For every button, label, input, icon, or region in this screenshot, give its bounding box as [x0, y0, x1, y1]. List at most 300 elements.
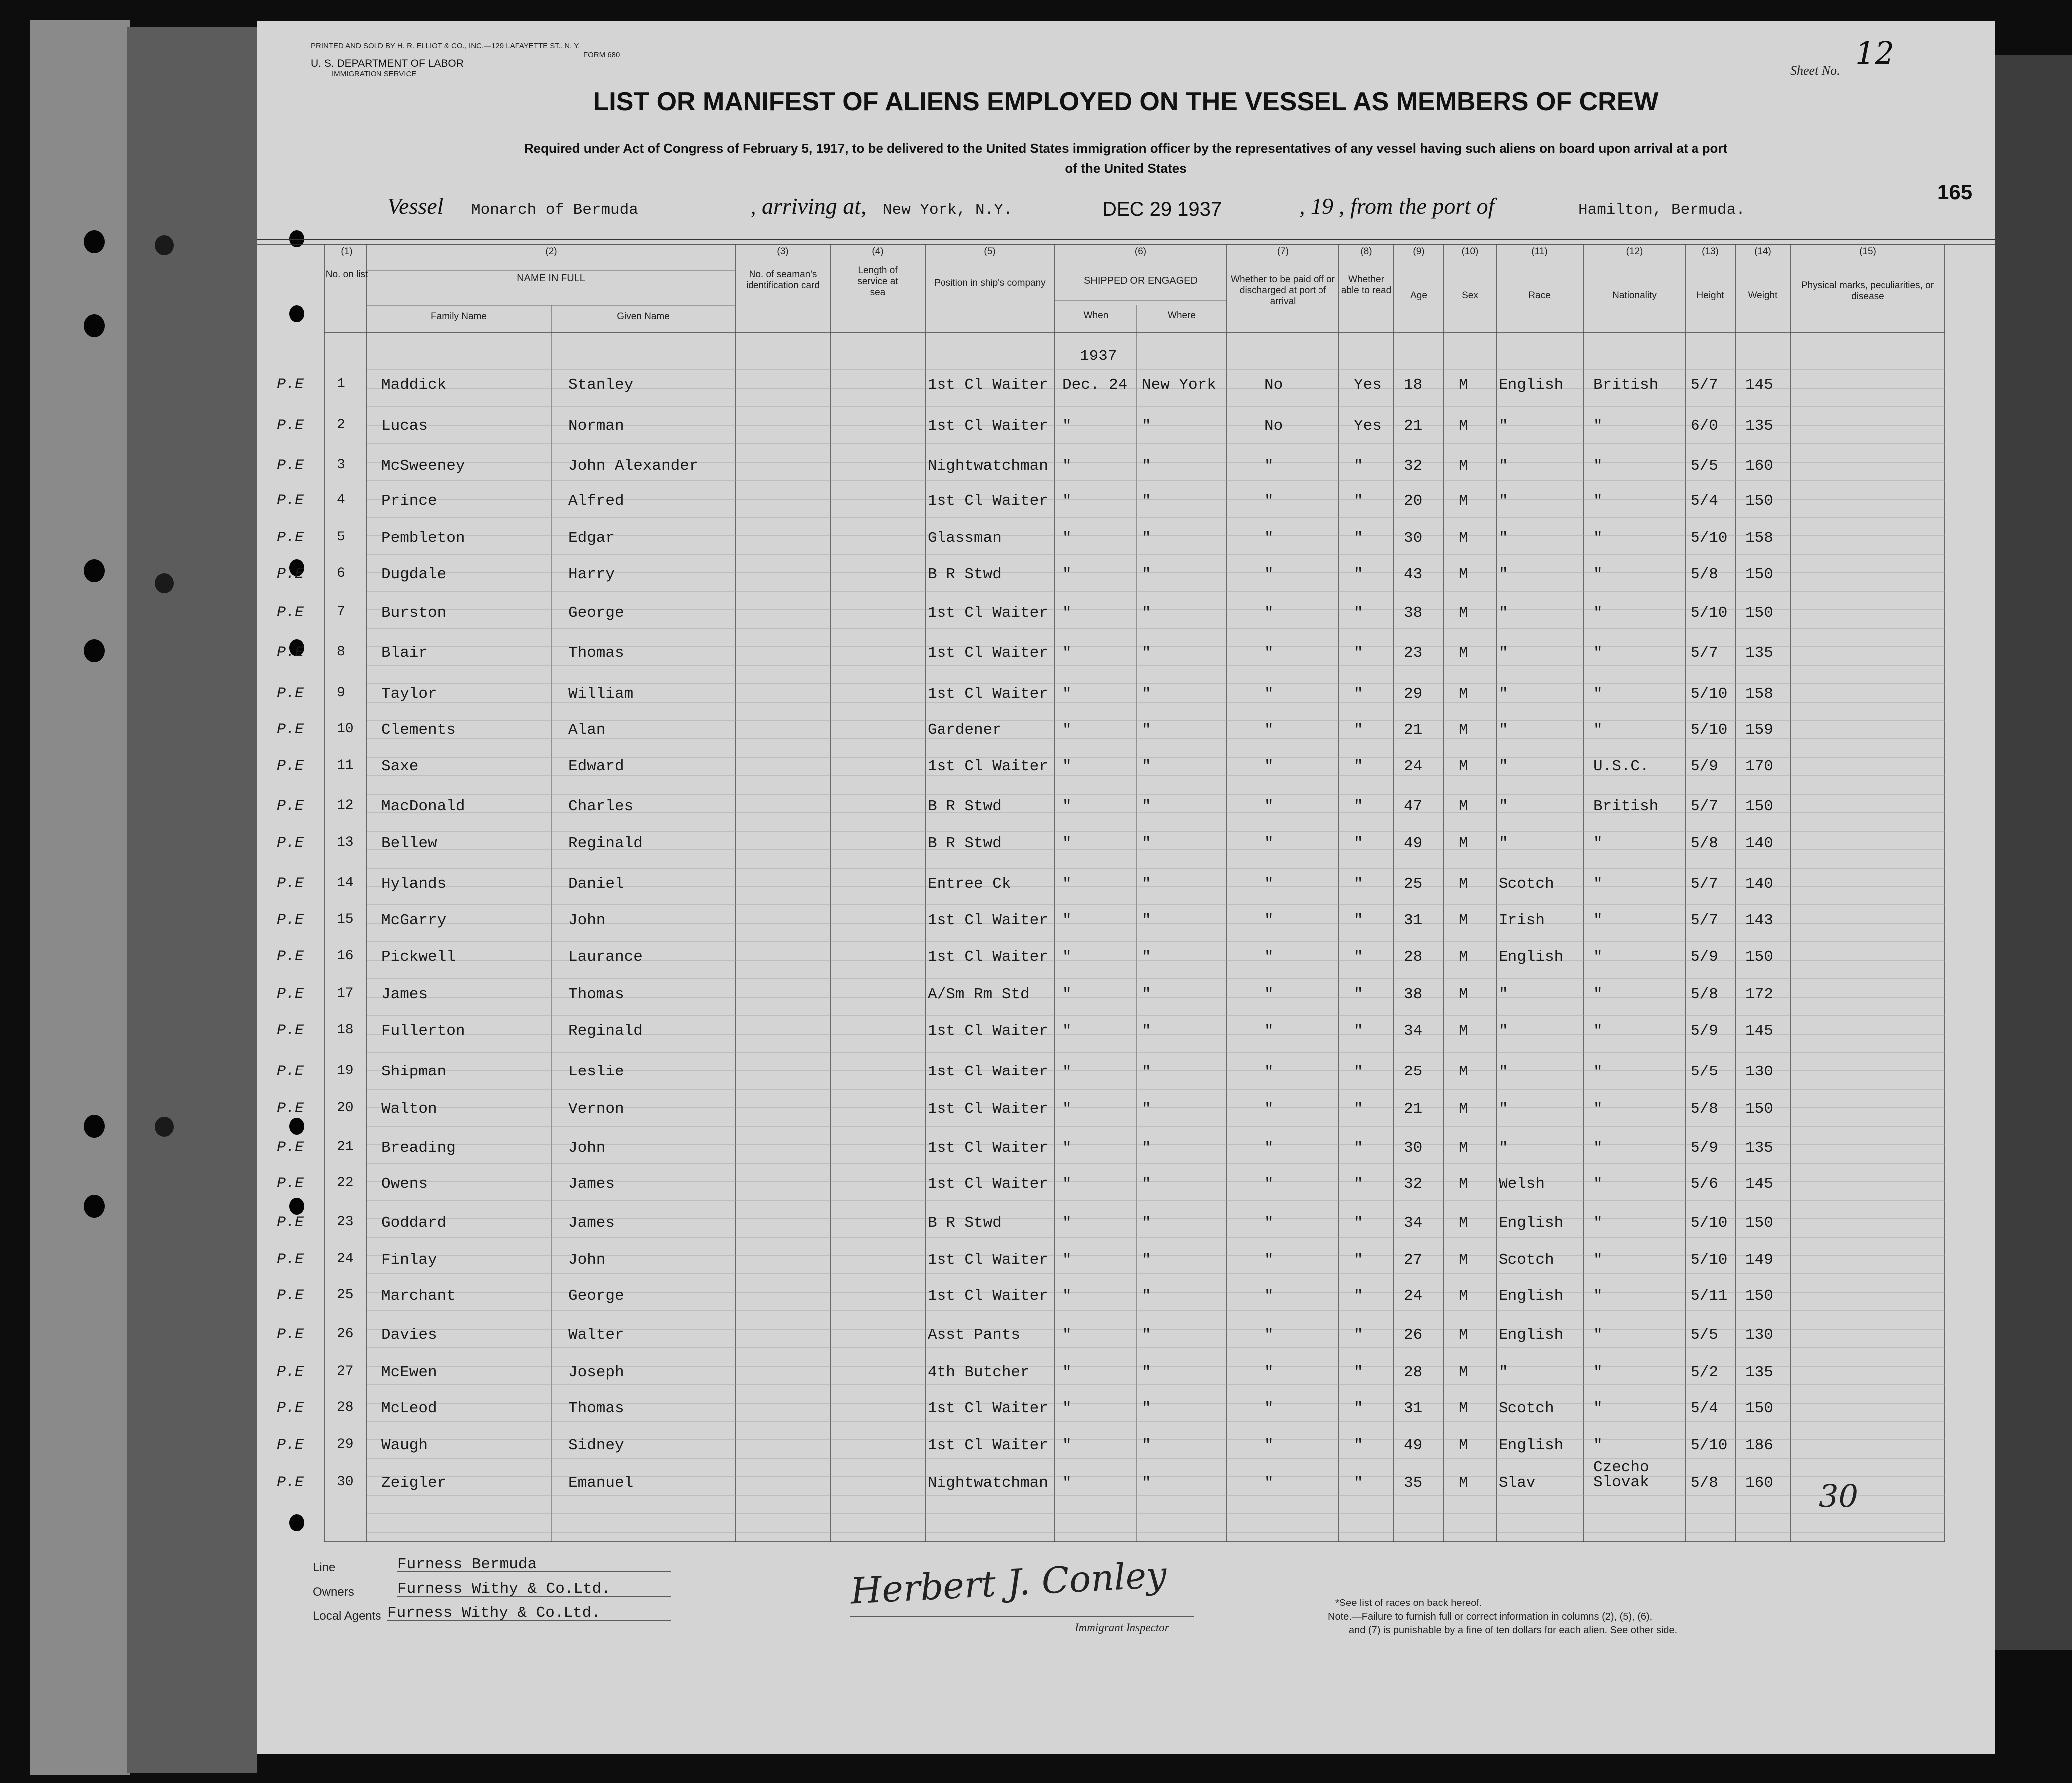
shipped-when: ": [1062, 798, 1072, 815]
race: English: [1499, 1437, 1564, 1454]
weight: 140: [1745, 875, 1773, 892]
shipped-where: ": [1142, 1063, 1151, 1080]
sheet-number: 12: [1855, 35, 1894, 71]
given-name: James: [568, 1175, 615, 1193]
given-name: Leslie: [568, 1063, 624, 1080]
given-name: Alan: [568, 721, 606, 739]
family-name: Zeigler: [381, 1474, 447, 1492]
shipped-where: ": [1142, 1400, 1151, 1417]
position: 1st Cl Waiter: [928, 1287, 1048, 1305]
family-name: Finlay: [381, 1251, 437, 1269]
nationality: ": [1593, 1139, 1603, 1157]
position: 1st Cl Waiter: [928, 685, 1048, 703]
position: 4th Butcher: [928, 1364, 1030, 1381]
height: 5/9: [1691, 758, 1718, 775]
given-name: Thomas: [568, 1400, 624, 1417]
paid-off: ": [1264, 1063, 1274, 1080]
race: Scotch: [1499, 1251, 1554, 1269]
col10-number: (10): [1461, 246, 1479, 257]
shipped-when: ": [1062, 417, 1072, 435]
position: A/Sm Rm Std: [928, 986, 1030, 1003]
pe-mark: P.E: [277, 912, 304, 929]
col7-header: Whether to be paid off or discharged at port of arrival: [1231, 274, 1335, 307]
row-number: 20: [337, 1100, 354, 1116]
weight: 130: [1745, 1326, 1773, 1344]
height: 5/8: [1691, 835, 1718, 852]
pe-mark: P.E: [277, 1100, 304, 1117]
shipped-when: ": [1062, 1139, 1072, 1157]
position: 1st Cl Waiter: [928, 492, 1048, 510]
family-name: Pickwell: [381, 948, 456, 966]
nationality: ": [1593, 912, 1603, 929]
shipped-where: ": [1142, 685, 1151, 703]
col2a-header: Family Name: [431, 311, 487, 322]
inspector-signature: Herbert J. Conley: [849, 1553, 1168, 1612]
given-name: Edward: [568, 758, 624, 775]
paid-off: ": [1264, 1326, 1274, 1344]
age: 35: [1404, 1474, 1423, 1492]
weight: 145: [1745, 1175, 1773, 1193]
weight: 135: [1745, 1139, 1773, 1157]
age: 18: [1404, 376, 1423, 394]
age: 49: [1404, 1437, 1423, 1454]
able-to-read: Yes: [1354, 376, 1382, 394]
sex: M: [1459, 721, 1468, 739]
position: Glassman: [928, 530, 1002, 547]
col4-header: Length of service at sea: [857, 265, 898, 298]
penalty-note-line1: Note.—Failure to furnish full or correct information in columns (2), (5), (6),: [1328, 1611, 1653, 1622]
shipped-where: ": [1142, 798, 1151, 815]
able-to-read: ": [1354, 1063, 1363, 1080]
race: ": [1499, 604, 1508, 622]
row-number: 21: [337, 1139, 354, 1155]
nationality: ": [1593, 457, 1603, 475]
shipped-when: ": [1062, 948, 1072, 966]
binder-hole: [84, 1195, 105, 1218]
page-number: 165: [1937, 180, 1973, 204]
race: Scotch: [1499, 1400, 1554, 1417]
race: English: [1499, 948, 1564, 966]
sex: M: [1459, 798, 1468, 815]
height: 5/8: [1691, 1474, 1718, 1492]
weight: 150: [1745, 1287, 1773, 1305]
sex: M: [1459, 986, 1468, 1003]
paid-off: ": [1264, 1287, 1274, 1305]
shipped-when: ": [1062, 835, 1072, 852]
row-number: 22: [337, 1175, 354, 1191]
family-name: Prince: [381, 492, 437, 510]
family-name: Breading: [381, 1139, 456, 1157]
age: 21: [1404, 417, 1423, 435]
binder-hole: [155, 235, 174, 255]
col8-number: (8): [1360, 246, 1372, 257]
form-number: FORM 680: [583, 51, 620, 59]
sex: M: [1459, 457, 1468, 475]
shipped-when: ": [1062, 721, 1072, 739]
given-name: Laurance: [568, 948, 643, 966]
nationality: ": [1593, 492, 1603, 510]
able-to-read: ": [1354, 758, 1363, 775]
nationality: ": [1593, 835, 1603, 852]
shipped-where: ": [1142, 417, 1151, 435]
col2-header: NAME IN FULL: [517, 273, 585, 284]
position: Asst Pants: [928, 1326, 1021, 1344]
shipped-when: ": [1062, 492, 1072, 510]
paid-off: ": [1264, 798, 1274, 815]
pe-mark: P.E: [277, 492, 304, 509]
height: 5/10: [1691, 1214, 1728, 1232]
age: 29: [1404, 685, 1423, 703]
paid-off: ": [1264, 1139, 1274, 1157]
paid-off: ": [1264, 644, 1274, 662]
family-name: Bellew: [381, 835, 437, 852]
given-name: Vernon: [568, 1100, 624, 1118]
paid-off: ": [1264, 1437, 1274, 1454]
col6b-header: Where: [1168, 310, 1196, 321]
shipped-when: ": [1062, 1100, 1072, 1118]
col11-number: (11): [1531, 246, 1548, 257]
sex: M: [1459, 644, 1468, 662]
family-name: McSweeney: [381, 457, 465, 475]
family-name: Burston: [381, 604, 447, 622]
binder-hole: [84, 1115, 105, 1138]
height: 5/10: [1691, 604, 1728, 622]
given-name: Harry: [568, 566, 615, 583]
given-name: John: [568, 1139, 606, 1157]
sex: M: [1459, 1326, 1468, 1344]
able-to-read: ": [1354, 1326, 1363, 1344]
shipped-where: ": [1142, 1251, 1151, 1269]
pe-mark: P.E: [277, 1364, 304, 1381]
race: English: [1499, 376, 1564, 394]
date-stamp: DEC 29 1937: [1102, 198, 1222, 220]
age: 34: [1404, 1214, 1423, 1232]
position: 1st Cl Waiter: [928, 758, 1048, 775]
weight: 150: [1745, 798, 1773, 815]
able-to-read: ": [1354, 948, 1363, 966]
able-to-read: ": [1354, 1437, 1363, 1454]
weight: 160: [1745, 1474, 1773, 1492]
shipped-when: Dec. 24: [1062, 376, 1128, 394]
race: ": [1499, 685, 1508, 703]
col3-number: (3): [777, 246, 789, 257]
family-name: Marchant: [381, 1287, 456, 1305]
position: 1st Cl Waiter: [928, 912, 1048, 929]
department: U. S. DEPARTMENT OF LABOR: [311, 58, 464, 69]
shipped-where: ": [1142, 1139, 1151, 1157]
paid-off: ": [1264, 912, 1274, 929]
given-name: James: [568, 1214, 615, 1232]
paid-off: ": [1264, 986, 1274, 1003]
race: ": [1499, 417, 1508, 435]
year-note: 1937: [1080, 348, 1117, 365]
binder-hole: [155, 573, 174, 593]
col1-header: No. on list: [325, 269, 368, 280]
shipped-when: ": [1062, 1474, 1072, 1492]
height: 5/10: [1691, 530, 1728, 547]
position: Gardener: [928, 721, 1002, 739]
col9-number: (9): [1413, 246, 1425, 257]
age: 31: [1404, 912, 1423, 929]
height: 5/5: [1691, 457, 1718, 475]
manifest-page: [257, 21, 1995, 1754]
family-name: McEwen: [381, 1364, 437, 1381]
family-name: Fullerton: [381, 1022, 465, 1040]
page-title: LIST OR MANIFEST OF ALIENS EMPLOYED ON THE VESSEL AS MEMBERS OF CREW: [593, 87, 1659, 116]
sheet-label: Sheet No.: [1790, 63, 1840, 78]
given-name: George: [568, 1287, 624, 1305]
nationality: ": [1593, 1175, 1603, 1193]
sex: M: [1459, 758, 1468, 775]
age: 43: [1404, 566, 1423, 583]
col5-header: Position in ship's company: [934, 278, 1046, 288]
able-to-read: ": [1354, 530, 1363, 547]
family-name: Blair: [381, 644, 428, 662]
shipped-where: New York: [1142, 376, 1216, 394]
age: 34: [1404, 1022, 1423, 1040]
weight: 130: [1745, 1063, 1773, 1080]
col2b-header: Given Name: [617, 311, 670, 322]
able-to-read: ": [1354, 1100, 1363, 1118]
pe-mark: P.E: [277, 1400, 304, 1417]
height: 5/9: [1691, 1139, 1718, 1157]
pe-mark: P.E: [277, 1251, 304, 1268]
shipped-where: ": [1142, 875, 1151, 892]
shipped-when: ": [1062, 566, 1072, 583]
height: 5/7: [1691, 644, 1718, 662]
race: English: [1499, 1287, 1564, 1305]
shipped-when: ": [1062, 457, 1072, 475]
sex: M: [1459, 1287, 1468, 1305]
age: 27: [1404, 1251, 1423, 1269]
sex: M: [1459, 948, 1468, 966]
pe-mark: P.E: [277, 417, 304, 434]
able-to-read: ": [1354, 644, 1363, 662]
able-to-read: ": [1354, 492, 1363, 510]
age: 26: [1404, 1326, 1423, 1344]
row-number: 13: [337, 835, 354, 850]
arriving-port: New York, N.Y.: [883, 201, 1013, 219]
able-to-read: ": [1354, 457, 1363, 475]
age: 30: [1404, 530, 1423, 547]
nationality: ": [1593, 1400, 1603, 1417]
family-name: Saxe: [381, 758, 419, 775]
able-to-read: ": [1354, 835, 1363, 852]
family-name: Walton: [381, 1100, 437, 1118]
pe-mark: P.E: [277, 457, 304, 474]
shipped-where: ": [1142, 1474, 1151, 1492]
footer-rules: [257, 21, 1995, 1754]
col6a-header: When: [1083, 310, 1109, 321]
sex: M: [1459, 417, 1468, 435]
sex: M: [1459, 835, 1468, 852]
race: ": [1499, 1100, 1508, 1118]
position: Entree Ck: [928, 875, 1011, 892]
race: ": [1499, 721, 1508, 739]
weight: 150: [1745, 1214, 1773, 1232]
position: 1st Cl Waiter: [928, 644, 1048, 662]
position: 1st Cl Waiter: [928, 417, 1048, 435]
pe-mark: P.E: [277, 685, 304, 702]
race: ": [1499, 1063, 1508, 1080]
weight: 150: [1745, 1100, 1773, 1118]
weight: 145: [1745, 1022, 1773, 1040]
paid-off: ": [1264, 492, 1274, 510]
family-name: Owens: [381, 1175, 428, 1193]
shipped-when: ": [1062, 530, 1072, 547]
height: 5/10: [1691, 721, 1728, 739]
able-to-read: ": [1354, 875, 1363, 892]
row-number: 8: [337, 644, 345, 660]
family-name: McLeod: [381, 1400, 437, 1417]
shipped-when: ": [1062, 604, 1072, 622]
given-name: John: [568, 912, 606, 929]
age: 24: [1404, 1287, 1423, 1305]
height: 5/7: [1691, 798, 1718, 815]
height: 5/4: [1691, 492, 1718, 510]
col13-header: Height: [1696, 290, 1724, 301]
weight: 159: [1745, 721, 1773, 739]
pe-mark: P.E: [277, 644, 304, 661]
row-number: 26: [337, 1326, 354, 1342]
row-number: 10: [337, 721, 354, 737]
able-to-read: ": [1354, 1175, 1363, 1193]
pe-mark: P.E: [277, 1474, 304, 1491]
shipped-where: ": [1142, 986, 1151, 1003]
nationality: ": [1593, 1100, 1603, 1118]
row-number: 3: [337, 457, 345, 473]
weight: 145: [1745, 376, 1773, 394]
race: English: [1499, 1326, 1564, 1344]
row-number: 28: [337, 1400, 354, 1415]
weight: 170: [1745, 758, 1773, 775]
position: Nightwatchman: [928, 1474, 1048, 1492]
sex: M: [1459, 1063, 1468, 1080]
vessel-label: Vessel: [387, 193, 444, 219]
binder-hole: [155, 1117, 174, 1137]
paid-off: ": [1264, 1400, 1274, 1417]
nationality: ": [1593, 721, 1603, 739]
col14-number: (14): [1754, 246, 1771, 257]
able-to-read: ": [1354, 685, 1363, 703]
binder-strip-dark: [127, 27, 257, 1773]
binder-hole: [84, 559, 105, 582]
printer-line: PRINTED AND SOLD BY H. R. ELLIOT & CO., INC.—129 LAFAYETTE ST., N. Y.: [311, 42, 580, 50]
binder-strip-light: [30, 20, 130, 1775]
shipped-when: ": [1062, 1287, 1072, 1305]
race: ": [1499, 492, 1508, 510]
height: 5/8: [1691, 986, 1718, 1003]
nationality: ": [1593, 1326, 1603, 1344]
height: 6/0: [1691, 417, 1718, 435]
races-note: *See list of races on back hereof.: [1335, 1598, 1482, 1608]
race: Scotch: [1499, 875, 1554, 892]
nationality: ": [1593, 685, 1603, 703]
height: 5/11: [1691, 1287, 1728, 1305]
able-to-read: Yes: [1354, 417, 1382, 435]
pe-mark: P.E: [277, 1139, 304, 1156]
sex: M: [1459, 912, 1468, 929]
paid-off: ": [1264, 1474, 1274, 1492]
pe-mark: P.E: [277, 758, 304, 775]
sex: M: [1459, 1400, 1468, 1417]
position: 1st Cl Waiter: [928, 376, 1048, 394]
nationality: ": [1593, 1214, 1603, 1232]
weight: 186: [1745, 1437, 1773, 1454]
row-number: 11: [337, 758, 354, 773]
binder-hole: [84, 639, 105, 662]
race: ": [1499, 1022, 1508, 1040]
weight: 135: [1745, 1364, 1773, 1381]
position: 1st Cl Waiter: [928, 1100, 1048, 1118]
row-number: 23: [337, 1214, 354, 1230]
given-name: John: [568, 1251, 606, 1269]
weight: 150: [1745, 948, 1773, 966]
able-to-read: ": [1354, 1364, 1363, 1381]
shipped-where: ": [1142, 1326, 1151, 1344]
paid-off: ": [1264, 1364, 1274, 1381]
col8-header: Whether able to read: [1341, 274, 1392, 296]
race: ": [1499, 798, 1508, 815]
race: ": [1499, 986, 1508, 1003]
col3-header: No. of seaman's identification card: [746, 269, 820, 291]
pe-mark: P.E: [277, 986, 304, 1003]
nationality: ": [1593, 1437, 1603, 1454]
able-to-read: ": [1354, 912, 1363, 929]
sex: M: [1459, 1100, 1468, 1118]
pe-mark: P.E: [277, 875, 304, 892]
row-number: 19: [337, 1063, 354, 1078]
paid-off: No: [1264, 376, 1283, 394]
shipped-where: ": [1142, 1437, 1151, 1454]
nationality: Czecho Slovak: [1593, 1459, 1649, 1491]
binder-edge: [0, 0, 259, 1783]
paid-off: ": [1264, 1100, 1274, 1118]
shipped-where: ": [1142, 604, 1151, 622]
nationality: ": [1593, 604, 1603, 622]
position: Nightwatchman: [928, 457, 1048, 475]
race: ": [1499, 457, 1508, 475]
nationality: British: [1593, 376, 1659, 394]
nationality: ": [1593, 948, 1603, 966]
row-number: 1: [337, 376, 345, 392]
given-name: Thomas: [568, 986, 624, 1003]
given-name: George: [568, 604, 624, 622]
sex: M: [1459, 1437, 1468, 1454]
age: 47: [1404, 798, 1423, 815]
race: ": [1499, 1139, 1508, 1157]
pe-mark: P.E: [277, 1437, 304, 1454]
height: 5/5: [1691, 1326, 1718, 1344]
pe-mark: P.E: [277, 604, 304, 621]
col6-header: SHIPPED OR ENGAGED: [1084, 275, 1198, 286]
shipped-where: ": [1142, 1022, 1151, 1040]
pe-mark: P.E: [277, 721, 304, 738]
shipped-where: ": [1142, 1364, 1151, 1381]
row-number: 18: [337, 1022, 354, 1038]
agents-value: Furness Withy & Co.Ltd.: [387, 1605, 601, 1622]
given-name: William: [568, 685, 634, 703]
nationality: ": [1593, 1251, 1603, 1269]
weight: 150: [1745, 492, 1773, 510]
year-label: , 19: [1299, 193, 1333, 219]
row-number: 25: [337, 1287, 354, 1303]
race: ": [1499, 566, 1508, 583]
owners-value: Furness Withy & Co.Ltd.: [397, 1580, 611, 1598]
race: ": [1499, 758, 1508, 775]
sex: M: [1459, 1175, 1468, 1193]
shipped-where: ": [1142, 457, 1151, 475]
